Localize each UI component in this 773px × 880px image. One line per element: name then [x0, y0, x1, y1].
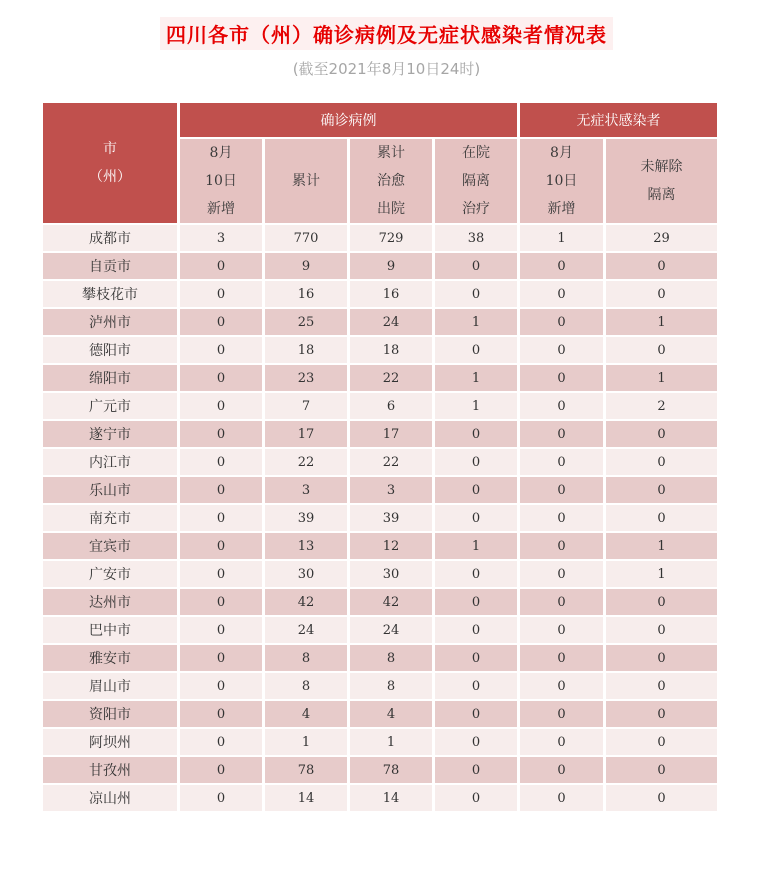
asymptomatic-group-header: 无症状感染者 — [519, 102, 719, 138]
value-cell: 0 — [519, 504, 605, 532]
value-cell: 0 — [519, 560, 605, 588]
value-cell: 0 — [179, 560, 264, 588]
header-line: 10日 — [205, 173, 237, 189]
value-cell: 1 — [605, 532, 719, 560]
value-cell: 0 — [179, 448, 264, 476]
asymptomatic-new-header — [519, 138, 605, 224]
value-cell: 0 — [434, 728, 519, 756]
value-cell: 4 — [349, 700, 434, 728]
value-cell: 770 — [264, 224, 349, 252]
city-name-cell: 宜宾市 — [42, 532, 179, 560]
value-cell: 2 — [605, 392, 719, 420]
value-cell: 0 — [434, 588, 519, 616]
value-cell: 3 — [264, 476, 349, 504]
value-cell: 78 — [349, 756, 434, 784]
value-cell: 0 — [519, 252, 605, 280]
value-cell: 1 — [519, 224, 605, 252]
confirmed-cured-header — [349, 138, 434, 224]
city-name-cell: 凉山州 — [42, 784, 179, 812]
value-cell: 1 — [434, 364, 519, 392]
value-cell: 22 — [264, 448, 349, 476]
table-row — [42, 364, 719, 392]
header-line: 10日 — [545, 173, 578, 189]
city-name-cell: 雅安市 — [42, 644, 179, 672]
page-title: 四川各市（州）确诊病例及无症状感染者情况表 — [160, 17, 613, 50]
asymptomatic-active-header — [605, 138, 719, 224]
city-name-cell: 甘孜州 — [42, 756, 179, 784]
value-cell: 24 — [349, 616, 434, 644]
value-cell: 0 — [179, 252, 264, 280]
value-cell: 0 — [519, 308, 605, 336]
city-name-cell: 达州市 — [42, 588, 179, 616]
value-cell: 1 — [434, 532, 519, 560]
header-line: 8月 — [550, 145, 573, 161]
value-cell: 39 — [264, 504, 349, 532]
table-row — [42, 420, 719, 448]
value-cell: 38 — [434, 224, 519, 252]
value-cell: 0 — [605, 700, 719, 728]
value-cell: 23 — [264, 364, 349, 392]
header-line: 累计 — [377, 145, 405, 161]
value-cell: 0 — [434, 784, 519, 812]
city-name-cell: 内江市 — [42, 448, 179, 476]
value-cell: 8 — [264, 672, 349, 700]
header-line: 治疗 — [462, 201, 490, 217]
city-name-cell: 泸州市 — [42, 308, 179, 336]
value-cell: 16 — [349, 280, 434, 308]
table-row — [42, 504, 719, 532]
value-cell: 16 — [264, 280, 349, 308]
city-name-cell: 遂宁市 — [42, 420, 179, 448]
value-cell: 0 — [179, 504, 264, 532]
table-row — [42, 560, 719, 588]
value-cell: 78 — [264, 756, 349, 784]
value-cell: 0 — [605, 588, 719, 616]
city-column-header — [42, 102, 179, 224]
value-cell: 8 — [349, 672, 434, 700]
value-cell: 0 — [179, 476, 264, 504]
value-cell: 6 — [349, 392, 434, 420]
value-cell: 0 — [434, 644, 519, 672]
value-cell: 0 — [605, 504, 719, 532]
value-cell: 18 — [349, 336, 434, 364]
value-cell: 0 — [179, 700, 264, 728]
header-line: 在院 — [462, 145, 490, 161]
value-cell: 0 — [605, 784, 719, 812]
value-cell: 8 — [349, 644, 434, 672]
value-cell: 7 — [264, 392, 349, 420]
table-row — [42, 448, 719, 476]
value-cell: 3 — [179, 224, 264, 252]
value-cell: 0 — [434, 252, 519, 280]
value-cell: 0 — [434, 504, 519, 532]
value-cell: 0 — [179, 420, 264, 448]
value-cell: 9 — [264, 252, 349, 280]
value-cell: 22 — [349, 448, 434, 476]
table-body — [42, 224, 719, 812]
table-row — [42, 672, 719, 700]
table-row — [42, 252, 719, 280]
value-cell: 0 — [605, 644, 719, 672]
city-name-cell: 阿坝州 — [42, 728, 179, 756]
table-header — [42, 102, 719, 224]
value-cell: 729 — [349, 224, 434, 252]
city-name-cell: 广安市 — [42, 560, 179, 588]
table-row — [42, 588, 719, 616]
value-cell: 0 — [605, 336, 719, 364]
value-cell: 8 — [264, 644, 349, 672]
city-name-cell: 绵阳市 — [42, 364, 179, 392]
value-cell: 0 — [434, 616, 519, 644]
header-line: 未解除 — [640, 159, 683, 175]
value-cell: 1 — [349, 728, 434, 756]
city-name-cell: 乐山市 — [42, 476, 179, 504]
value-cell: 0 — [179, 532, 264, 560]
value-cell: 0 — [519, 616, 605, 644]
value-cell: 0 — [519, 644, 605, 672]
value-cell: 0 — [519, 784, 605, 812]
table-row — [42, 224, 719, 252]
value-cell: 0 — [179, 588, 264, 616]
value-cell: 0 — [519, 728, 605, 756]
value-cell: 24 — [349, 308, 434, 336]
value-cell: 4 — [264, 700, 349, 728]
value-cell: 0 — [605, 672, 719, 700]
value-cell: 3 — [349, 476, 434, 504]
value-cell: 0 — [605, 728, 719, 756]
value-cell: 0 — [434, 280, 519, 308]
value-cell: 13 — [264, 532, 349, 560]
value-cell: 14 — [264, 784, 349, 812]
value-cell: 0 — [605, 476, 719, 504]
value-cell: 0 — [519, 700, 605, 728]
city-name-cell: 巴中市 — [42, 616, 179, 644]
header-line: 隔离 — [647, 187, 676, 203]
value-cell: 0 — [179, 280, 264, 308]
value-cell: 0 — [519, 392, 605, 420]
group-header-row — [42, 102, 719, 138]
value-cell: 22 — [349, 364, 434, 392]
city-name-cell: 眉山市 — [42, 672, 179, 700]
value-cell: 39 — [349, 504, 434, 532]
value-cell: 0 — [179, 392, 264, 420]
city-name-cell: 自贡市 — [42, 252, 179, 280]
value-cell: 0 — [179, 644, 264, 672]
value-cell: 0 — [605, 280, 719, 308]
value-cell: 30 — [264, 560, 349, 588]
value-cell: 1 — [264, 728, 349, 756]
city-name-cell: 成都市 — [42, 224, 179, 252]
table-row — [42, 532, 719, 560]
page-subtitle: (截至2021年8月10日24时) — [292, 60, 481, 78]
value-cell: 0 — [605, 616, 719, 644]
confirmed-in-hospital-header — [434, 138, 519, 224]
table-row — [42, 336, 719, 364]
value-cell: 18 — [264, 336, 349, 364]
value-cell: 0 — [434, 448, 519, 476]
header-line: 新增 — [207, 201, 235, 217]
value-cell: 25 — [264, 308, 349, 336]
value-cell: 1 — [434, 308, 519, 336]
header-line: 8月 — [209, 145, 233, 161]
value-cell: 1 — [605, 308, 719, 336]
value-cell: 0 — [519, 756, 605, 784]
value-cell: 0 — [519, 672, 605, 700]
value-cell: 0 — [434, 476, 519, 504]
value-cell: 29 — [605, 224, 719, 252]
city-name-cell: 广元市 — [42, 392, 179, 420]
table-row — [42, 700, 719, 728]
value-cell: 0 — [434, 700, 519, 728]
value-cell: 0 — [519, 448, 605, 476]
value-cell: 0 — [605, 420, 719, 448]
value-cell: 12 — [349, 532, 434, 560]
value-cell: 17 — [264, 420, 349, 448]
value-cell: 0 — [179, 308, 264, 336]
table-row — [42, 392, 719, 420]
city-name-cell: 南充市 — [42, 504, 179, 532]
value-cell: 0 — [434, 560, 519, 588]
value-cell: 0 — [519, 532, 605, 560]
value-cell: 0 — [179, 784, 264, 812]
covid-data-table — [40, 101, 720, 813]
value-cell: 1 — [434, 392, 519, 420]
value-cell: 0 — [179, 336, 264, 364]
header-line: 新增 — [547, 201, 576, 217]
subtitle-bar — [0, 58, 773, 79]
table-row — [42, 308, 719, 336]
table-row — [42, 616, 719, 644]
value-cell: 0 — [519, 588, 605, 616]
value-cell: 0 — [179, 364, 264, 392]
value-cell: 0 — [605, 756, 719, 784]
value-cell: 0 — [179, 728, 264, 756]
value-cell: 0 — [519, 280, 605, 308]
value-cell: 42 — [264, 588, 349, 616]
value-cell: 0 — [519, 364, 605, 392]
title-bar — [0, 17, 773, 50]
table-row — [42, 756, 719, 784]
value-cell: 14 — [349, 784, 434, 812]
value-cell: 30 — [349, 560, 434, 588]
table-row — [42, 728, 719, 756]
value-cell: 1 — [605, 364, 719, 392]
city-name-cell: 攀枝花市 — [42, 280, 179, 308]
city-name-cell: 资阳市 — [42, 700, 179, 728]
header-line: 出院 — [377, 201, 405, 217]
value-cell: 0 — [434, 336, 519, 364]
table-row — [42, 784, 719, 812]
value-cell: 0 — [519, 336, 605, 364]
header-line: 累计 — [292, 173, 320, 189]
value-cell: 0 — [434, 756, 519, 784]
header-line: 隔离 — [462, 173, 490, 189]
value-cell: 1 — [605, 560, 719, 588]
value-cell: 9 — [349, 252, 434, 280]
value-cell: 42 — [349, 588, 434, 616]
table-row — [42, 476, 719, 504]
value-cell: 0 — [519, 420, 605, 448]
value-cell: 0 — [179, 616, 264, 644]
value-cell: 0 — [605, 252, 719, 280]
value-cell: 0 — [179, 672, 264, 700]
city-name-cell: 德阳市 — [42, 336, 179, 364]
value-cell: 0 — [605, 448, 719, 476]
table-row — [42, 644, 719, 672]
value-cell: 0 — [179, 756, 264, 784]
header-line: 治愈 — [377, 173, 405, 189]
confirmed-group-header: 确诊病例 — [179, 102, 519, 138]
value-cell: 24 — [264, 616, 349, 644]
city-header-line2: （州） — [89, 169, 131, 185]
table-row — [42, 280, 719, 308]
confirmed-new-header — [179, 138, 264, 224]
value-cell: 0 — [434, 420, 519, 448]
confirmed-total-header — [264, 138, 349, 224]
value-cell: 0 — [519, 476, 605, 504]
value-cell: 17 — [349, 420, 434, 448]
value-cell: 0 — [434, 672, 519, 700]
city-header-line1: 市 — [103, 141, 117, 157]
